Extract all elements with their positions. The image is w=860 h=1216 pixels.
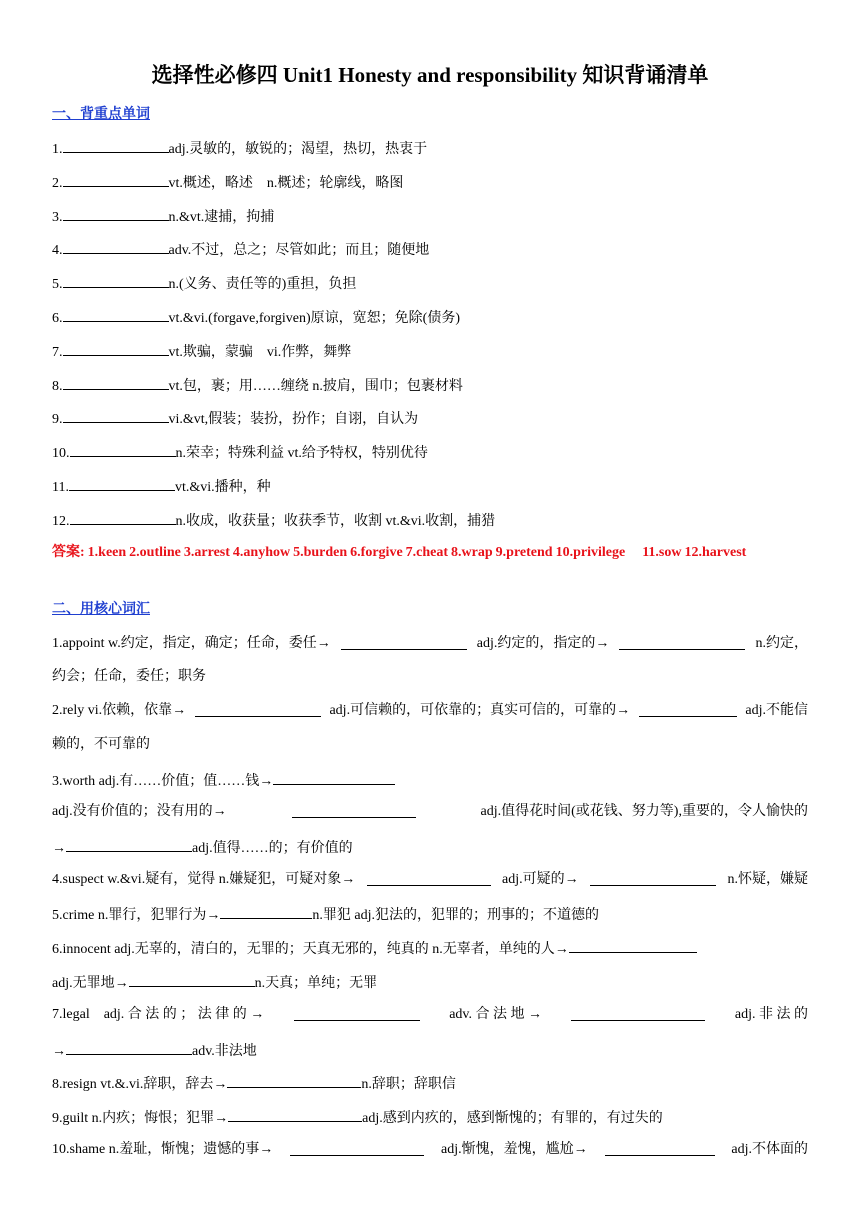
fill-blank: [569, 937, 697, 953]
vocab-item: [52, 238, 429, 261]
vocab-item-number: 6.: [52, 311, 63, 326]
fill-blank: [63, 374, 169, 390]
vocab-item: [52, 509, 495, 532]
entry-text: 8.resign vt.&.vi.辞职，辞去→: [52, 1077, 228, 1092]
fill-blank: [273, 769, 395, 785]
fill-blank: [70, 509, 176, 525]
answer-item: 4.anyhow: [232, 545, 291, 560]
answer-list: [88, 545, 750, 560]
entry-text: n.天真；单纯；无罪: [254, 976, 378, 991]
vocab-item-number: 11.: [52, 480, 69, 495]
vocab-entry-rely: [52, 701, 808, 721]
answer-item: 12.harvest: [684, 545, 747, 560]
answer-item: 1.keen: [87, 545, 127, 560]
vocab-item-number: 3.: [52, 209, 63, 225]
fill-blank: [619, 634, 745, 650]
fill-blank: [605, 1140, 715, 1156]
entry-text: →: [52, 1044, 66, 1059]
entry-text: n.辞职；辞职信: [361, 1077, 456, 1092]
vocab-entry-appoint: [52, 634, 808, 654]
entry-text: n.约定，: [755, 636, 808, 651]
entry-text: 10.shame n.羞耻，惭愧；遗憾的事→: [52, 1142, 274, 1157]
vocab-entry-guilt: [52, 1106, 663, 1129]
entry-text: adj.无罪地→: [52, 976, 129, 991]
fill-blank: [367, 870, 491, 886]
fill-blank: [69, 475, 175, 491]
document-title: 选择性必修四 Unit1 Honesty and responsibility 知识背诵清单: [151, 63, 709, 87]
vocab-item-definition: vi.&vt,假装；装扮，扮作；自诩，自认为: [168, 412, 419, 428]
vocab-item-definition: n.&vt.逮捕，拘捕: [168, 209, 275, 225]
fill-blank: [195, 701, 321, 717]
fill-blank: [63, 238, 169, 254]
answer-item: 2.outline: [129, 545, 181, 560]
fill-blank: [294, 1005, 420, 1021]
entry-continuation: [52, 1039, 257, 1062]
entry-text: adv. 合 法 地 →: [449, 1007, 542, 1022]
fill-blank: [63, 272, 169, 288]
entry-text: adj.感到内疚的，感到惭愧的；有罪的，有过失的: [362, 1111, 663, 1126]
vocab-item-number: 1.: [52, 142, 63, 157]
fill-blank: [70, 441, 176, 457]
entry-continuation: 赖的，不可靠的: [52, 737, 150, 752]
fill-blank: [66, 836, 192, 852]
entry-text: 3.worth adj.有……价值；值……钱→: [52, 774, 274, 789]
vocab-item-number: 2.: [52, 175, 63, 191]
answer-item: 10.privilege: [555, 545, 626, 560]
vocab-entry-legal: [52, 1005, 808, 1025]
entry-text: adj.不能信: [745, 703, 808, 718]
vocab-item-number: 10.: [52, 446, 70, 462]
vocab-entry-resign: [52, 1072, 456, 1095]
entry-text: adj.值得……的；有价值的: [192, 841, 353, 856]
entry-continuation: [52, 971, 377, 994]
entry-text: adj.不体面的: [731, 1142, 808, 1157]
answer-line: [52, 543, 812, 563]
vocab-item-definition: adv.不过，总之；尽管如此；而且；随便地: [168, 243, 430, 259]
fill-blank: [639, 701, 737, 717]
fill-blank: [590, 870, 716, 886]
fill-blank: [571, 1005, 705, 1021]
answer-item: 6.forgive: [350, 545, 403, 560]
fill-blank: [228, 1106, 362, 1122]
answer-item: 8.wrap: [451, 545, 493, 560]
entry-text: 4.suspect w.&vi.疑有，觉得 n.嫌疑犯，可疑对象→: [52, 872, 356, 887]
vocab-item-definition: n.(义务、责任等的)重担，负担: [168, 277, 357, 293]
vocab-item-number: 8.: [52, 378, 63, 394]
answer-item: 3.arrest: [183, 545, 230, 560]
vocab-item: [52, 407, 418, 430]
fill-blank: [341, 634, 467, 650]
answer-item: 7.cheat: [405, 545, 449, 560]
entry-text: n.罪犯 adj.犯法的，犯罪的；刑事的；不道德的: [312, 908, 599, 923]
vocab-item: [52, 475, 271, 498]
entry-continuation: [52, 802, 808, 822]
entry-text: n.怀疑，嫌疑: [727, 872, 808, 887]
entry-text: 6.innocent adj.无辜的，清白的，无罪的；天真无邪的，纯真的 n.无辜者，单纯的人→: [52, 942, 569, 957]
answer-label: 答案:: [52, 545, 85, 560]
entry-continuation: 约会；任命，委任；职务: [52, 669, 206, 684]
fill-blank: [63, 407, 169, 423]
fill-blank: [292, 802, 416, 818]
fill-blank: [129, 971, 255, 987]
entry-text: adj.可信赖的，可依靠的；真实可信的，可靠的→: [329, 703, 631, 718]
section-heading-key-words: 一、背重点单词: [52, 107, 150, 122]
vocab-item-definition: vt.包，裹；用……缠绕 n.披肩，围巾；包裹材料: [168, 378, 463, 394]
vocab-item-number: 9.: [52, 412, 63, 428]
vocab-item-definition: vt.&vi.播种，种: [174, 480, 271, 495]
fill-blank: [63, 171, 169, 187]
entry-text: adj.值得花时间(或花钱、努力等),重要的，令人愉快的: [480, 804, 808, 819]
entry-text: adj.约定的，指定的→: [476, 636, 610, 651]
vocab-item-number: 12.: [52, 513, 70, 529]
entry-text: 9.guilt n.内疚；悔恨；犯罪→: [52, 1111, 229, 1126]
vocab-entry-worth: [52, 769, 395, 792]
vocab-item: [52, 171, 403, 194]
answer-item: 5.burden: [293, 545, 348, 560]
vocab-item: [52, 205, 274, 228]
vocab-entry-suspect: [52, 870, 808, 890]
vocab-entry-innocent: [52, 937, 697, 960]
fill-blank: [63, 340, 169, 356]
fill-blank: [220, 903, 312, 919]
vocab-item-definition: n.收成，收获量；收获季节，收割 vt.&vi.收割，捕猎: [175, 513, 496, 529]
vocab-item-definition: adj.灵敏的，敏锐的；渴望，热切，热衷于: [168, 142, 428, 157]
entry-text: adj.可疑的→: [502, 872, 579, 887]
vocab-entry-shame: [52, 1140, 808, 1160]
vocab-item-definition: vt.概述，略述 n.概述；轮廓线，略图: [168, 175, 404, 191]
entry-text: adj.没有价值的；没有用的→: [52, 804, 227, 819]
entry-text: 7.legal adj. 合 法 的 ； 法 律 的 →: [52, 1007, 265, 1022]
vocab-item-definition: vt.欺骗，蒙骗 vi.作弊，舞弊: [168, 344, 352, 360]
vocab-item-number: 7.: [52, 344, 63, 360]
section-heading-core-vocab: 二、用核心词汇: [52, 602, 150, 617]
entry-text: adj.惭愧，羞愧，尴尬→: [441, 1142, 588, 1157]
vocab-item-definition: vt.&vi.(forgave,forgiven)原谅，宽恕；免除(债务): [168, 311, 460, 326]
entry-text: 1.appoint w.约定，指定，确定；任命，委任→: [52, 636, 331, 651]
fill-blank: [227, 1072, 361, 1088]
fill-blank: [66, 1039, 192, 1055]
entry-text: 5.crime n.罪行，犯罪行为→: [52, 908, 221, 923]
entry-text: adj. 非 法 的: [734, 1007, 808, 1022]
answer-item: 9.pretend: [495, 545, 553, 560]
answer-item: 11.sow: [642, 545, 682, 560]
vocab-item-number: 4.: [52, 243, 63, 259]
fill-blank: [63, 137, 169, 153]
entry-text: 2.rely vi.依赖，依靠→: [52, 703, 187, 718]
entry-continuation: [52, 836, 353, 859]
vocab-item: [52, 374, 463, 397]
vocab-item-number: 5.: [52, 277, 63, 293]
vocab-entry-crime: [52, 903, 599, 926]
vocab-item-definition: n.荣幸；特殊利益 vt.给予特权，特别优待: [175, 446, 428, 462]
entry-text: →: [52, 841, 66, 856]
fill-blank: [290, 1140, 424, 1156]
vocab-item: [52, 137, 427, 160]
vocab-item: [52, 441, 428, 464]
vocab-item: [52, 340, 351, 363]
fill-blank: [63, 205, 169, 221]
vocab-item: [52, 306, 460, 329]
vocab-item: [52, 272, 356, 295]
fill-blank: [63, 306, 169, 322]
entry-text: adv.非法地: [192, 1044, 257, 1059]
